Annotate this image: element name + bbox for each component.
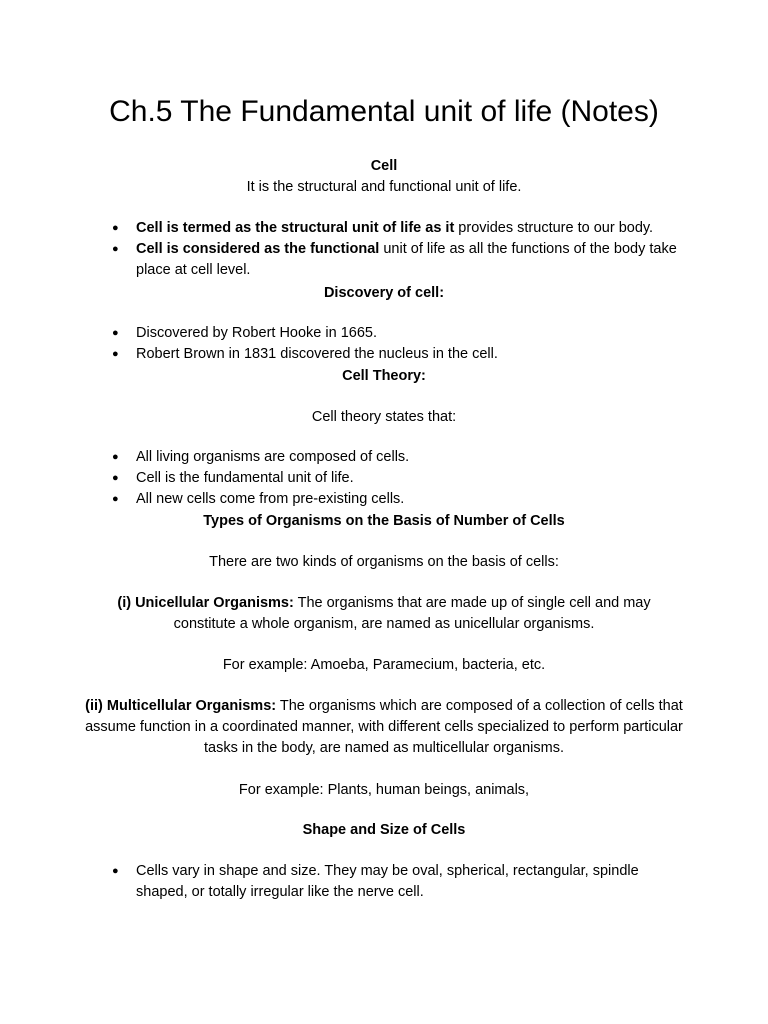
cell-theory-bullet-list (110, 447, 680, 510)
discovery-bullet-list (110, 323, 680, 365)
unicellular-paragraph (100, 593, 668, 635)
list-item: ● All new cells come from pre-existing cells. (110, 489, 680, 510)
shape-size-heading: Shape and Size of Cells (302, 822, 466, 838)
discovery-heading: Discovery of cell: (323, 285, 445, 301)
bold-phrase: Cell is considered as the functional (136, 241, 380, 257)
list-item: ● Cells vary in shape and size. They may be oval, spherical, rectangular, spindle shaped, or totally irregular like the nerve cell. (110, 861, 680, 903)
multicellular-text: The organisms which are composed of a collection of cells that assume function in a coordinated manner, with different cells specialized to perform particular tasks in the body, are named as multicellular organisms. (85, 698, 683, 756)
shape-size-bullet-list (110, 861, 680, 903)
cell-heading: Cell (370, 158, 398, 174)
list-item (110, 239, 680, 281)
cell-theory-intro: Cell theory states that: (311, 409, 457, 425)
list-item: ● Robert Brown in 1831 discovered the nucleus in the cell. (110, 344, 680, 365)
list-item: ● All living organisms are composed of cells. (110, 447, 680, 468)
types-intro: There are two kinds of organisms on the basis of cells: (209, 554, 559, 570)
unicellular-example: For example: Amoeba, Paramecium, bacteria, etc. (222, 657, 546, 673)
list-item (110, 218, 680, 239)
list-item: ● Discovered by Robert Hooke in 1665. (110, 323, 680, 344)
multicellular-paragraph (84, 696, 684, 759)
page-title: Ch.5 The Fundamental unit of life (Notes) (109, 95, 659, 128)
list-item: ● Cell is the fundamental unit of life. (110, 468, 680, 489)
cell-theory-heading: Cell Theory: (342, 368, 426, 384)
bold-phrase: Cell is termed as the structural unit of life as it (136, 220, 455, 236)
multicellular-example: For example: Plants, human beings, animals, (238, 782, 530, 798)
cell-bullet-list (110, 218, 680, 281)
multicellular-label: (ii) Multicellular Organisms: (85, 698, 277, 714)
types-heading: Types of Organisms on the Basis of Number of Cells (203, 513, 565, 529)
unicellular-text: The organisms that are made up of single cell and may constitute a whole organism, are named as unicellular organisms. (173, 595, 651, 632)
item-text: unit of life as all the functions of the body take place at cell level. (136, 241, 677, 278)
cell-definition: It is the structural and functional unit of life. (246, 179, 522, 195)
item-text: provides structure to our body. (454, 220, 654, 236)
unicellular-label: (i) Unicellular Organisms: (117, 595, 294, 611)
